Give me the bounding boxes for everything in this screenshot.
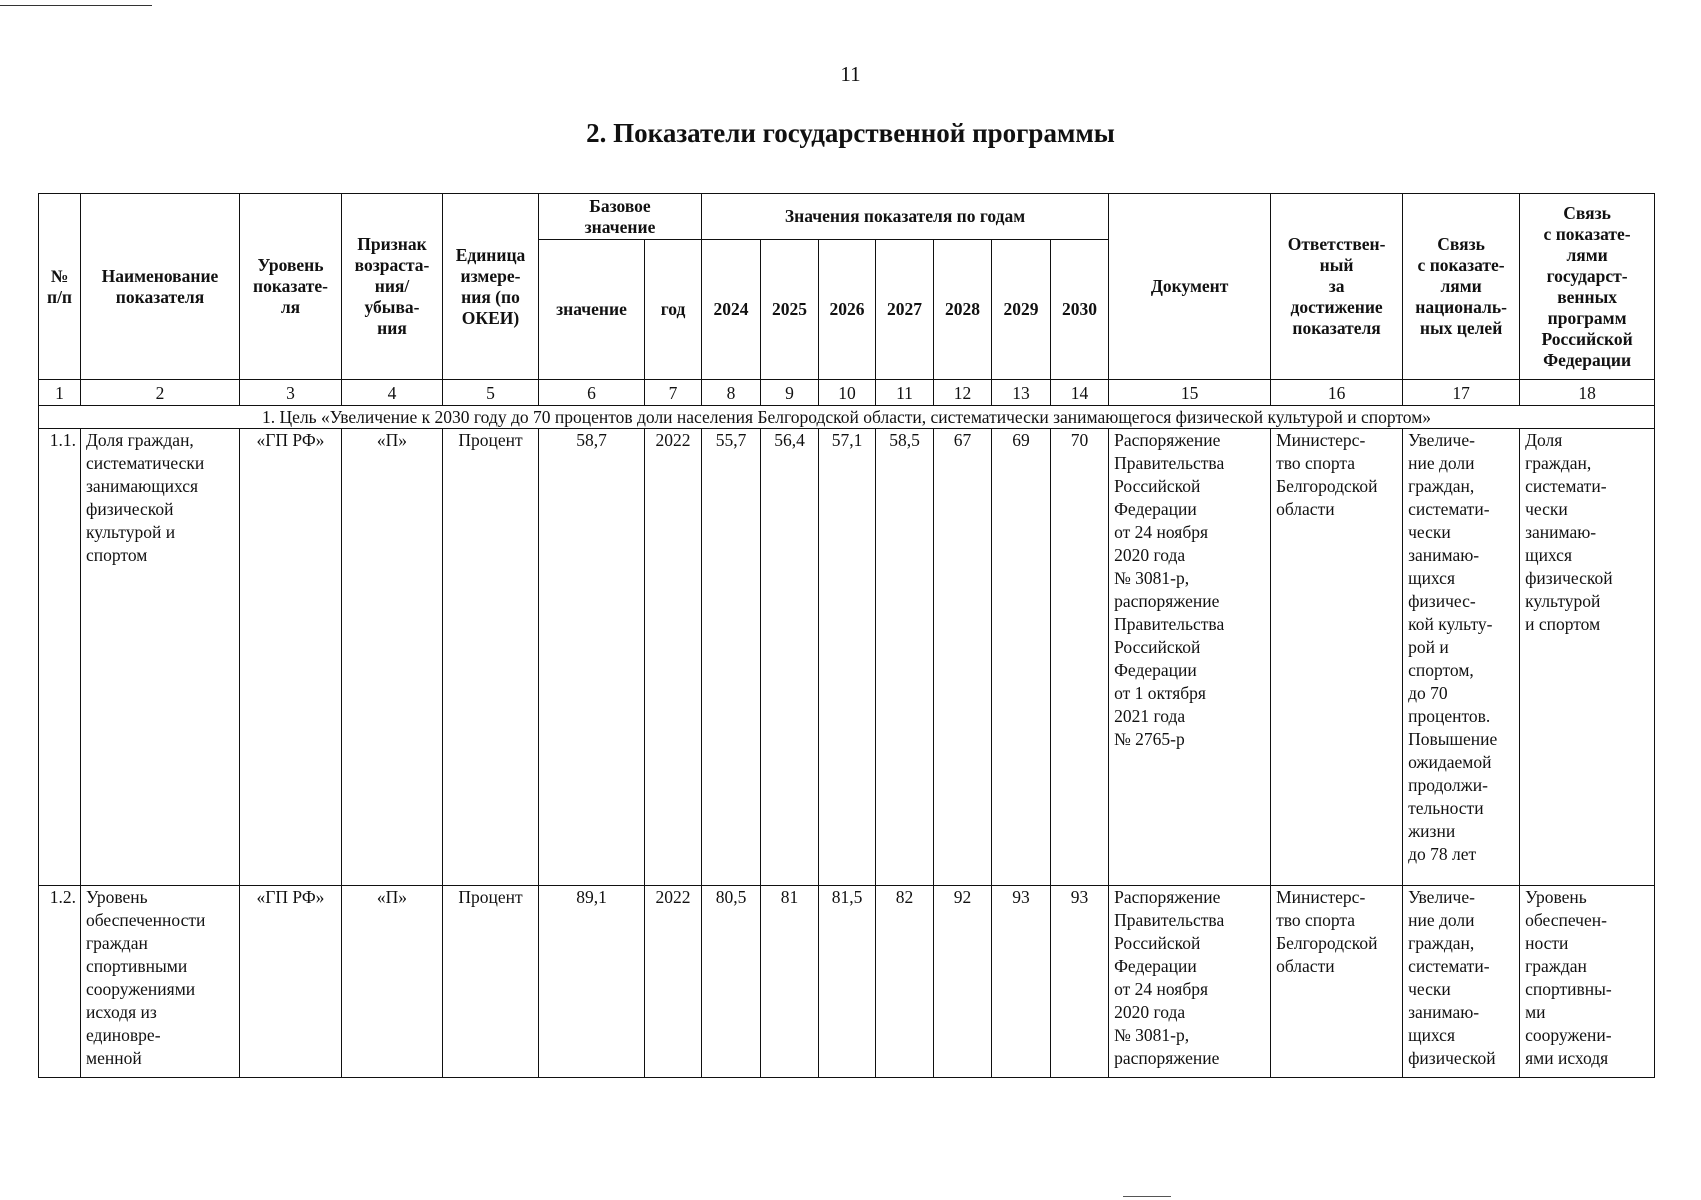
year-value: 93 <box>1051 886 1109 1078</box>
header-year: 2030 <box>1051 240 1109 380</box>
header-sign: Признак возраста- ния/ убыва- ния <box>342 194 443 380</box>
column-number: 11 <box>876 380 934 406</box>
year-value: 56,4 <box>761 429 819 886</box>
year-value: 81,5 <box>819 886 876 1078</box>
year-value: 70 <box>1051 429 1109 886</box>
goal-text: 1. Цель «Увеличение к 2030 году до 70 процентов доли населения Белгородской области, систематически занимающегося физической культурой и спортом» <box>39 406 1655 429</box>
top-rule <box>0 5 152 6</box>
header-years-group: Значения показателя по годам <box>702 194 1109 240</box>
state-program-link: Доля граждан, системати- чески занимаю- щихся физической культурой и спортом <box>1520 429 1655 886</box>
base-value: 58,7 <box>539 429 645 886</box>
column-number: 16 <box>1271 380 1403 406</box>
indicator-level: «ГП РФ» <box>240 429 342 886</box>
column-number: 8 <box>702 380 761 406</box>
column-number: 1 <box>39 380 81 406</box>
indicator-name: Доля граждан, систематически занимающихся физической культурой и спортом <box>81 429 240 886</box>
document-ref: Распоряжение Правительства Российской Федерации от 24 ноября 2020 года № 3081-р, распоряжение Правительства Российской Федерации от 1 октября 2021 года № 2765-р <box>1109 429 1271 886</box>
table-row <box>39 886 1655 1078</box>
column-number-row <box>39 380 1655 406</box>
header-base: Базовое значение <box>539 194 702 240</box>
page-number: 11 <box>840 62 861 86</box>
header-level: Уровень показате- ля <box>240 194 342 380</box>
header-year: 2029 <box>992 240 1051 380</box>
header-year: 2027 <box>876 240 934 380</box>
header-national-goals: Связь с показате- лями националь- ных целей <box>1403 194 1520 380</box>
column-number: 3 <box>240 380 342 406</box>
responsible: Министерс- тво спорта Белгородской области <box>1271 886 1403 1078</box>
header-document: Документ <box>1109 194 1271 380</box>
year-value: 82 <box>876 886 934 1078</box>
year-value: 81 <box>761 886 819 1078</box>
column-number: 17 <box>1403 380 1520 406</box>
header-base-year: год <box>645 240 702 380</box>
table-row <box>39 429 1655 886</box>
base-year: 2022 <box>645 429 702 886</box>
indicator-sign: «П» <box>342 886 443 1078</box>
header-year: 2026 <box>819 240 876 380</box>
document-ref: Распоряжение Правительства Российской Федерации от 24 ноября 2020 года № 3081-р, распоряжение <box>1109 886 1271 1078</box>
header-year: 2025 <box>761 240 819 380</box>
year-value: 69 <box>992 429 1051 886</box>
row-number: 1.2. <box>39 886 81 1078</box>
column-number: 2 <box>81 380 240 406</box>
column-number: 6 <box>539 380 645 406</box>
column-number: 4 <box>342 380 443 406</box>
column-number: 7 <box>645 380 702 406</box>
header-name: Наименование показателя <box>81 194 240 380</box>
column-number: 18 <box>1520 380 1655 406</box>
page-title: 2. Показатели государственной программы <box>586 118 1115 148</box>
column-number: 14 <box>1051 380 1109 406</box>
year-value: 58,5 <box>876 429 934 886</box>
header-year: 2024 <box>702 240 761 380</box>
indicator-name: Уровень обеспеченности граждан спортивными сооружениями исходя из единовре- менной <box>81 886 240 1078</box>
indicators-table <box>38 193 1655 1078</box>
responsible: Министерс- тво спорта Белгородской области <box>1271 429 1403 886</box>
column-number: 9 <box>761 380 819 406</box>
national-goal-link: Увеличе- ние доли граждан, системати- чески занимаю- щихся физичес- кой культу- рой и спортом, до 70 процентов. Повышение ожидаемой продолжи- тельности жизни до 78 лет <box>1403 429 1520 886</box>
column-number: 13 <box>992 380 1051 406</box>
base-value: 89,1 <box>539 886 645 1078</box>
bottom-rule <box>1123 1196 1171 1197</box>
row-number: 1.1. <box>39 429 81 886</box>
column-number: 10 <box>819 380 876 406</box>
year-value: 67 <box>934 429 992 886</box>
year-value: 92 <box>934 886 992 1078</box>
header-responsible: Ответствен- ный за достижение показателя <box>1271 194 1403 380</box>
indicator-unit: Процент <box>443 429 539 886</box>
indicator-unit: Процент <box>443 886 539 1078</box>
indicator-level: «ГП РФ» <box>240 886 342 1078</box>
year-value: 80,5 <box>702 886 761 1078</box>
column-number: 12 <box>934 380 992 406</box>
header-state-programs: Связь с показате- лями государст- венных программ Российской Федерации <box>1520 194 1655 380</box>
national-goal-link: Увеличе- ние доли граждан, системати- чески занимаю- щихся физической <box>1403 886 1520 1078</box>
header-unit: Единица измере- ния (по ОКЕИ) <box>443 194 539 380</box>
base-year: 2022 <box>645 886 702 1078</box>
year-value: 57,1 <box>819 429 876 886</box>
header-num: № п/п <box>39 194 81 380</box>
year-value: 55,7 <box>702 429 761 886</box>
column-number: 5 <box>443 380 539 406</box>
indicator-sign: «П» <box>342 429 443 886</box>
year-value: 93 <box>992 886 1051 1078</box>
header-base-value: значение <box>539 240 645 380</box>
goal-row <box>39 406 1655 429</box>
column-number: 15 <box>1109 380 1271 406</box>
header-year: 2028 <box>934 240 992 380</box>
state-program-link: Уровень обеспечен- ности граждан спортивны- ми сооружени- ями исходя <box>1520 886 1655 1078</box>
